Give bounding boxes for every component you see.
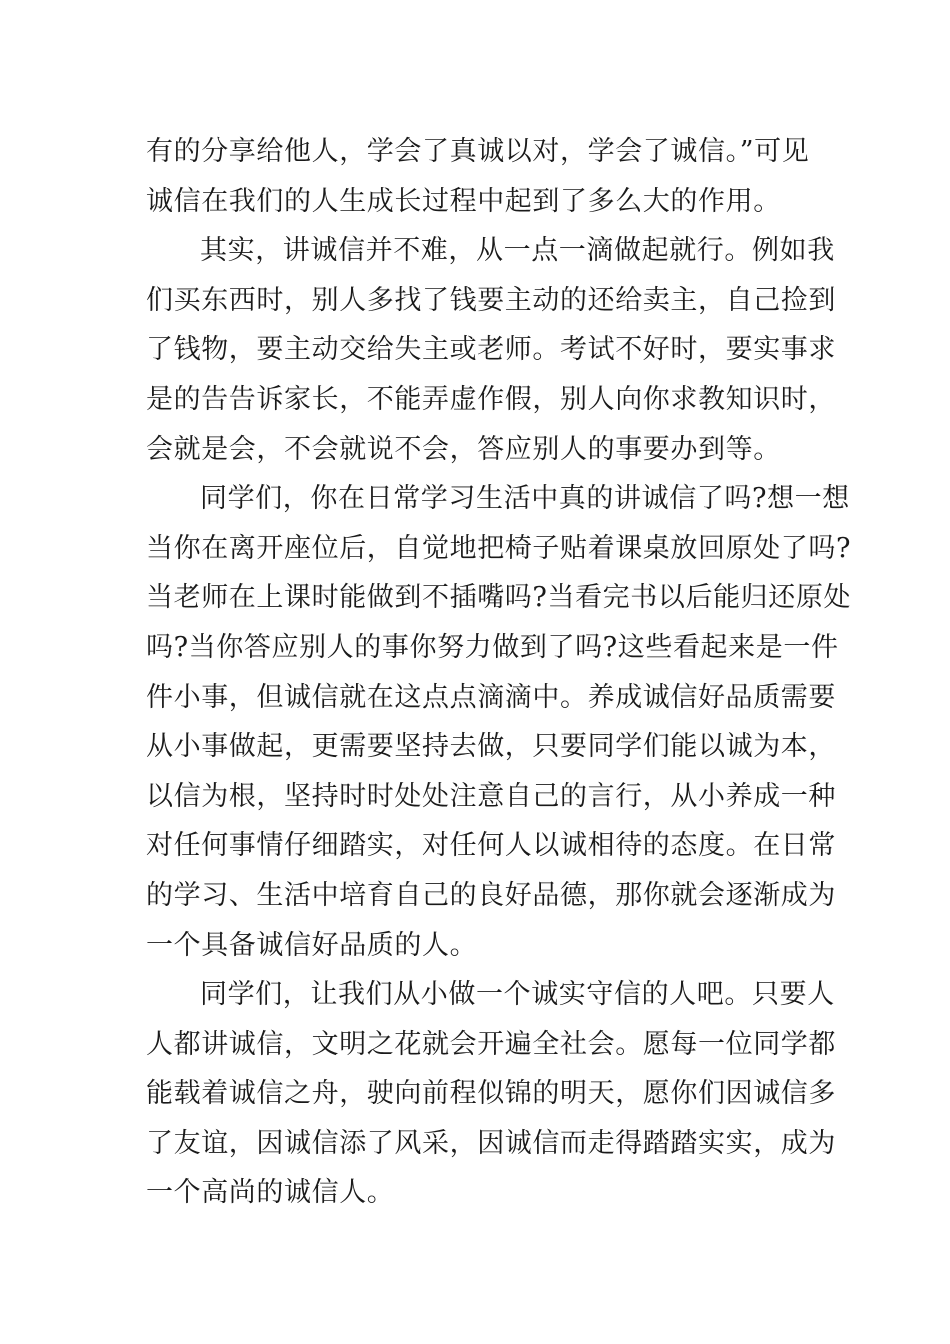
text-line: 从小事做起，更需要坚持去做，只要同学们能以诚为本， — [146, 731, 836, 763]
text-line: 们买东西时，别人多找了钱要主动的还给卖主，自己捡到 — [146, 284, 836, 316]
text-line: 件小事，但诚信就在这点点滴滴中。养成诚信好品质需要 — [146, 681, 836, 713]
text-line: 同学们，你在日常学习生活中真的讲诚信了吗?想一想 — [200, 483, 850, 515]
text-line: 人都讲诚信，文明之花就会开遍全社会。愿每一位同学都 — [146, 1028, 836, 1060]
text-line: 同学们，让我们从小做一个诚实守信的人吧。只要人 — [200, 979, 835, 1011]
text-line: 了友谊，因诚信添了风采，因诚信而走得踏踏实实，成为 — [146, 1127, 836, 1159]
text-line: 了钱物，要主动交给失主或老师。考试不好时，要实事求 — [146, 334, 836, 366]
text-line: 一个高尚的诚信人。 — [146, 1177, 395, 1209]
text-line: 当老师在上课时能做到不插嘴吗?当看完书以后能归还原处 — [146, 582, 852, 614]
text-line: 有的分享给他人，学会了真诚以对，学会了诚信。”可见 — [146, 136, 810, 167]
text-line: 一个具备诚信好品质的人。 — [146, 929, 478, 961]
text-line: 吗?当你答应别人的事你努力做到了吗?这些看起来是一件 — [146, 631, 839, 663]
text-line: 会就是会，不会就说不会，答应别人的事要办到等。 — [146, 433, 781, 465]
text-line: 当你在离开座位后，自觉地把椅子贴着课桌放回原处了吗? — [146, 532, 852, 564]
text-line: 的学习、生活中培育自己的良好品德，那你就会逐渐成为 — [146, 879, 836, 911]
text-line: 以信为根，坚持时时处处注意自己的言行，从小养成一种 — [146, 780, 836, 812]
body-text — [146, 127, 852, 1218]
text-line: 诚信在我们的人生成长过程中起到了多么大的作用。 — [146, 185, 781, 217]
text-line: 是的告告诉家长，不能弄虚作假，别人向你求教知识时， — [146, 383, 836, 415]
text-line: 其实，讲诚信并不难，从一点一滴做起就行。例如我 — [200, 235, 835, 267]
text-line: 能载着诚信之舟，驶向前程似锦的明天，愿你们因诚信多 — [146, 1078, 836, 1110]
text-line: 对任何事情仔细踏实，对任何人以诚相待的态度。在日常 — [146, 830, 836, 862]
